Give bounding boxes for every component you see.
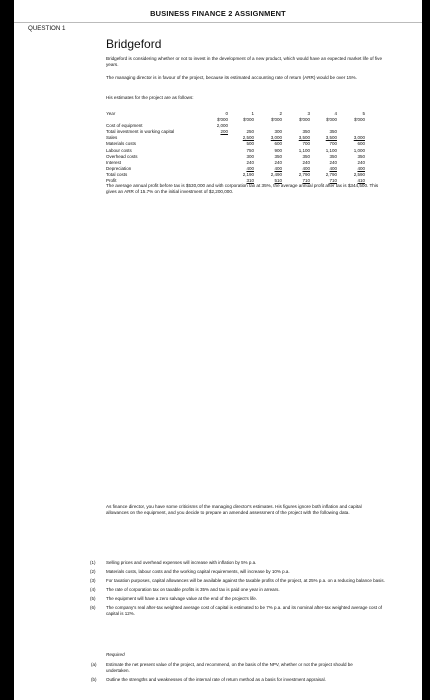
finance-director-paragraph: As finance director, you have some criticisms of the managing director's estimates. His figures ignore both inflation and capital allowances on the equipment, and you decide to prepare an amended assessment of the project with the following data. [106, 504, 362, 516]
document-page [14, 0, 422, 700]
row-label: Total investment in working capital [106, 129, 175, 135]
table-cell: 600 [274, 141, 282, 147]
summary-paragraph: The average annual profit before tax is $530,000 and with corporation tax at 35%, the average annual profit after tax is $344,500. This gives an ARR of 15.7% on the initial investment of $2,200,000. [106, 183, 379, 195]
year-cell: 5 [362, 111, 365, 116]
list-text: The equipment will have a zero salvage value at the end of the project's life. [106, 596, 257, 602]
table-cell: 510 [274, 178, 282, 184]
left-border [0, 0, 14, 700]
list-text: The rate of corporation tax on taxable profits is 35% and tax is paid one year in arrears. [106, 587, 280, 593]
title-divider [14, 22, 422, 23]
table-body [106, 123, 382, 184]
table-cell: 240 [302, 159, 310, 165]
table-cell: 350 [274, 153, 282, 159]
year-cell: 1 [251, 111, 254, 116]
required-text: Outline the strengths and weaknesses of the internal rate of return method as a basis for investment appraisal. [106, 677, 326, 683]
table-cell: 710 [302, 178, 310, 184]
list-item [90, 578, 386, 584]
table-cell: 1,100 [298, 147, 310, 153]
table-cell: 350 [357, 153, 365, 159]
unit-cell: $'000 [217, 117, 228, 123]
table-cell: 700 [329, 141, 337, 147]
unit-cell: $'000 [243, 117, 254, 123]
table-cell: 400 [302, 165, 310, 171]
table-cell: 300 [274, 129, 282, 135]
list-item [90, 569, 386, 575]
table-cell: 2,190 [242, 171, 254, 177]
required-item [91, 677, 376, 683]
list-text: For taxation purposes, capital allowances will be available against the taxable profits of the project, at 25% p.a. on a reducing balance basis. [106, 578, 385, 584]
table-cell: 240 [329, 159, 337, 165]
intro-paragraph-1: Bridgeford is considering whether or not to invest in the development of a new product, which would have an expected market life of five years. [106, 56, 383, 68]
row-label: Depreciation [106, 165, 132, 171]
row-label: Overhead costs [106, 153, 138, 159]
required-number: (a) [91, 662, 97, 667]
table-cell: 350 [329, 153, 337, 159]
assumptions-list [90, 560, 386, 621]
table-cell: 3,000 [353, 135, 365, 141]
list-number: (5) [90, 596, 96, 602]
list-text: Selling prices and overhead expenses will increase with inflation by 5% p.a. [106, 560, 257, 565]
right-border [422, 0, 430, 700]
table-cell: 400 [246, 165, 254, 171]
table-cell: 3,500 [325, 135, 337, 141]
table-cell: 2,000 [216, 123, 228, 129]
required-number: (b) [91, 677, 97, 683]
required-list [91, 662, 376, 686]
company-heading: Bridgeford [106, 37, 162, 51]
list-text: The company's real after-tax weighted average cost of capital is estimated to be 7% p.a. and its nominal after-tax weighted average cost of capital is 12%. [106, 605, 383, 617]
unit-cell: $'000 [354, 117, 365, 123]
table-cell: 2,590 [353, 171, 365, 177]
year-cell: 3 [307, 111, 310, 116]
table-cell: 240 [274, 159, 282, 165]
unit-cell: $'000 [299, 117, 310, 123]
table-cell: 200 [220, 129, 228, 135]
unit-cell: $'000 [326, 117, 337, 123]
table-cell: 2,790 [325, 171, 337, 177]
required-text: Estimate the net present value of the project, and recommend, on the basis of the NPV, whether or not the project should be undertaken. [106, 662, 353, 673]
list-number: (6) [90, 605, 96, 611]
table-cell: 1,000 [353, 147, 365, 153]
row-label: Labour costs [106, 147, 132, 153]
table-cell: 250 [246, 129, 254, 135]
table-cell: 2,790 [298, 171, 310, 177]
row-label: Interest [106, 159, 122, 165]
table-cell: 3,000 [270, 135, 282, 141]
question-label: QUESTION 1 [28, 25, 66, 32]
table-cell: 350 [302, 129, 310, 135]
list-item [90, 587, 386, 593]
row-label: Total costs [106, 171, 128, 177]
list-number: (1) [90, 560, 96, 565]
list-item [90, 605, 386, 617]
table-cell: 600 [357, 141, 365, 147]
list-text: Materials costs, labour costs and the working capital requirements, will increase by 10% p.a. [106, 569, 290, 575]
table-cell: 750 [246, 147, 254, 153]
table-cell: 500 [246, 141, 254, 147]
table-cell: 350 [329, 129, 337, 135]
table-cell: 310 [246, 178, 254, 184]
table-cell: 410 [357, 178, 365, 184]
table-cell: 400 [274, 165, 282, 171]
table-cell: 240 [357, 159, 365, 165]
table-cell: 710 [329, 178, 337, 184]
table-cell: 350 [302, 153, 310, 159]
list-item [90, 560, 386, 566]
intro-paragraph-3: His estimates for the project are as follows: [106, 95, 194, 100]
row-label: Materials costs [106, 141, 137, 147]
table-cell: 2,500 [242, 135, 254, 141]
year-cell: 0 [225, 111, 228, 116]
list-number: (2) [90, 569, 96, 575]
table-cell: 700 [302, 141, 310, 147]
table-cell: 1,100 [325, 147, 337, 153]
row-label: Sales [106, 135, 118, 141]
table-cell: 900 [274, 147, 282, 153]
document-title: BUSINESS FINANCE 2 ASSIGNMENT [150, 9, 286, 18]
list-item [90, 596, 386, 602]
table-cell: 240 [246, 159, 254, 165]
table-cell: 400 [329, 165, 337, 171]
required-label: Required [106, 652, 125, 657]
year-cell: 4 [334, 111, 337, 116]
table-cell: 400 [357, 165, 365, 171]
row-label: Cost of equipment [106, 123, 143, 129]
unit-cell: $'000 [271, 117, 282, 123]
table-cell: 2,490 [270, 171, 282, 177]
year-label: Year [106, 111, 116, 116]
row-label: Profit [106, 178, 117, 184]
table-cell: 300 [246, 153, 254, 159]
list-number: (3) [90, 578, 96, 584]
estimates-table [106, 111, 382, 184]
year-cell: 2 [279, 111, 282, 116]
intro-paragraph-2: The managing director is in favour of the project, because its estimated accounting rate of return (ARR) would be over 15%. [106, 75, 357, 80]
required-item [91, 662, 376, 674]
table-cell: 3,500 [298, 135, 310, 141]
list-number: (4) [90, 587, 96, 593]
